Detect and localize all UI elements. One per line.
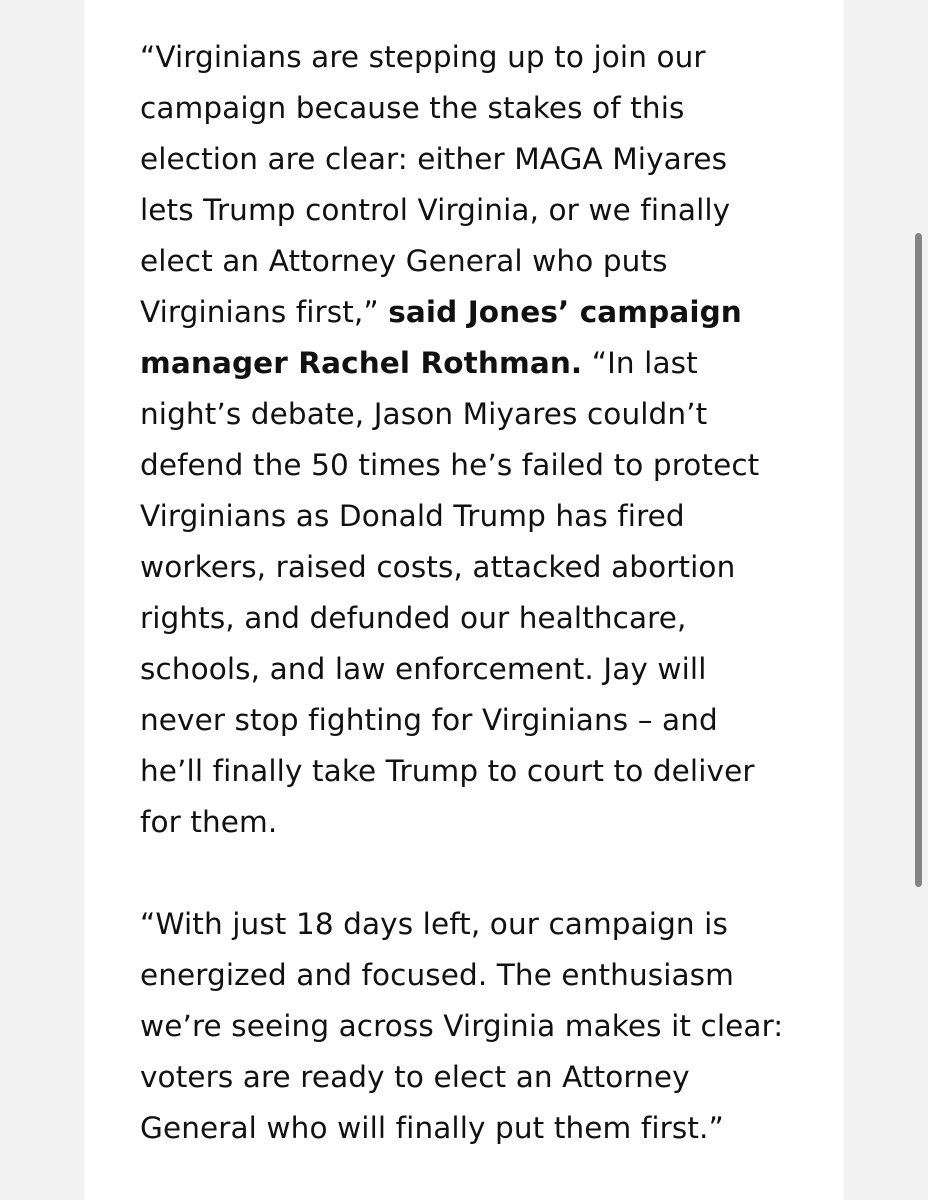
quote-text: “With just 18 days left, our campaign is energized and focused. The enthusiasm we’re seeing across Virginia makes it clear: voters are ready to elect an Attorney General who will finally put them first.” [140, 907, 784, 1145]
left-margin [0, 0, 84, 1200]
quote-text-continued: “In last night’s debate, Jason Miyares couldn’t defend the 50 times he’s failed to protect Virginians as Donald Trump has fired workers, raised costs, attacked abortion rights, and defunded our healthcare, schools, and law enforcement. Jay will never stop fighting for Virginians – and he’ll finally take Trump to court to deliver for them. [140, 346, 760, 839]
quote-text: “Virginians are stepping up to join our campaign because the stakes of this election are clear: either MAGA Miyares lets Trump control Virginia, or we finally elect an Attorney General who puts Virginians first,” [140, 40, 731, 329]
quote-paragraph-2 [140, 899, 790, 1154]
quote-paragraph-1 [140, 32, 790, 848]
article-container[interactable] [84, 0, 844, 1200]
article-body [140, 32, 790, 1200]
attribution: said Jones’ campaign manager Rachel Rothman. [140, 295, 742, 380]
scrollbar-thumb[interactable] [915, 233, 922, 887]
